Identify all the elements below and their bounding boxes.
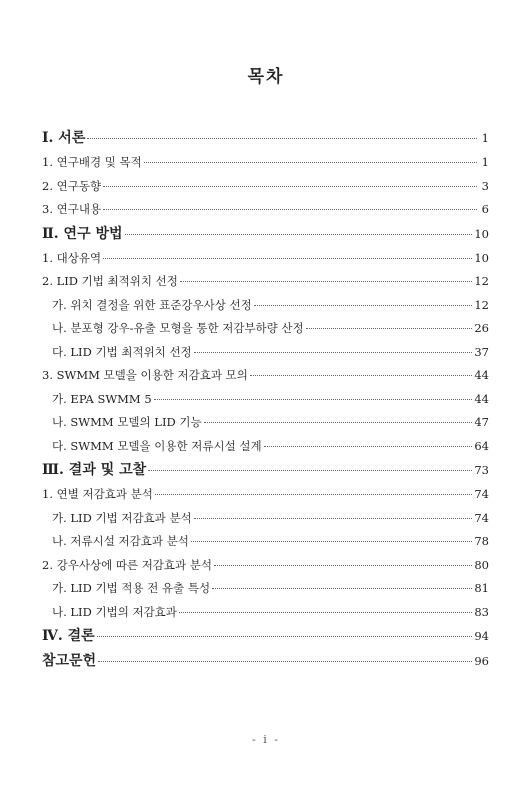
toc-section-entry[interactable] — [42, 198, 489, 222]
toc-page-number: 3 — [481, 178, 489, 193]
toc-entry-label: 나. 분포형 강우-유출 모형을 통한 저감부하량 산정 — [52, 321, 304, 335]
toc-entry-label: 다. LID 기법 최적위치 선정 — [52, 344, 192, 359]
toc-subsection-entry[interactable] — [42, 507, 489, 531]
toc-entry-label: 가. LID 기법 저감효과 분석 — [52, 510, 192, 525]
toc-section-entry[interactable] — [42, 247, 489, 271]
toc-section-entry[interactable] — [42, 364, 489, 388]
dot-leader — [180, 280, 472, 282]
toc-entry-label: 나. 저류시설 저감효과 분석 — [52, 534, 189, 548]
dot-leader — [214, 564, 472, 566]
toc-entry-label: 참고문헌 — [42, 653, 97, 669]
toc-subsection-entry[interactable] — [42, 341, 489, 365]
toc-chapter-entry[interactable] — [42, 126, 489, 151]
dot-leader — [103, 208, 477, 210]
dot-leader — [97, 635, 473, 637]
toc-page-number: 1 — [481, 155, 489, 169]
dot-leader — [194, 351, 473, 353]
toc-page-number: 78 — [474, 534, 489, 548]
toc-page-number: 64 — [474, 438, 489, 453]
toc-subsection-entry[interactable] — [42, 435, 489, 459]
dot-leader — [264, 445, 473, 447]
toc-entry-label: 2. LID 기법 최적위치 선정 — [42, 274, 178, 288]
toc-section-entry[interactable] — [42, 175, 489, 199]
dot-leader — [125, 233, 473, 235]
toc-section-entry[interactable] — [42, 554, 489, 578]
toc-subsection-entry[interactable] — [42, 530, 489, 554]
table-of-contents — [42, 126, 489, 674]
toc-subsection-entry[interactable] — [42, 294, 489, 318]
page-title: 목차 — [247, 67, 285, 87]
dot-leader — [191, 540, 473, 542]
toc-page-number: 94 — [474, 629, 489, 643]
toc-entry-label: 3. 연구내용 — [42, 202, 102, 216]
dot-leader — [194, 517, 473, 519]
dot-leader — [103, 185, 477, 187]
dot-leader — [204, 421, 473, 423]
toc-page-number: 44 — [474, 368, 489, 382]
toc-subsection-entry[interactable] — [42, 388, 489, 412]
toc-entry-label: 가. LID 기법 적용 전 유출 특성 — [52, 581, 211, 595]
toc-page-number: 47 — [474, 415, 489, 429]
toc-chapter-entry[interactable] — [42, 222, 489, 247]
toc-subsection-entry[interactable] — [42, 411, 489, 435]
toc-entry-label: 가. 위치 결정을 위한 표준강우사상 선정 — [52, 297, 252, 312]
dot-leader — [254, 304, 473, 306]
toc-page-number: 1 — [481, 131, 489, 145]
dot-leader — [87, 137, 477, 139]
toc-page-number: 74 — [474, 510, 489, 525]
toc-entry-label: 다. SWMM 모델을 이용한 저류시설 설계 — [52, 438, 262, 453]
toc-entry-label: 3. SWMM 모델을 이용한 저감효과 모의 — [42, 368, 248, 382]
toc-entry-label: 1. 대상유역 — [42, 250, 102, 265]
toc-entry-label: 2. 강우사상에 따른 저감효과 분석 — [42, 557, 213, 572]
toc-entry-label: 2. 연구동향 — [42, 178, 102, 193]
toc-page-number: 12 — [474, 297, 489, 312]
toc-chapter-entry[interactable] — [42, 649, 489, 674]
dot-leader — [154, 398, 473, 400]
toc-page-number: 83 — [474, 604, 489, 619]
toc-page-number: 44 — [474, 391, 489, 406]
toc-page-number: 10 — [474, 226, 489, 241]
page-number-footer: - i - — [252, 733, 280, 746]
toc-entry-label: 1. 연구배경 및 목적 — [42, 155, 142, 169]
toc-entry-label: 나. LID 기법의 저감효과 — [52, 604, 177, 619]
dot-leader — [155, 493, 473, 495]
toc-entry-label: 1. 연별 저감효과 분석 — [42, 487, 153, 501]
toc-page-number: 96 — [474, 654, 489, 668]
toc-entry-label: Ⅳ. 결론 — [42, 628, 95, 644]
toc-chapter-entry[interactable] — [42, 624, 489, 649]
dot-leader — [144, 161, 477, 163]
toc-entry-label: Ⅲ. 결과 및 고찰 — [42, 462, 147, 478]
toc-page-number: 73 — [474, 463, 489, 477]
toc-entry-label: 가. EPA SWMM 5 — [52, 391, 152, 406]
toc-section-entry[interactable] — [42, 151, 489, 175]
dot-leader — [212, 587, 472, 589]
dot-leader — [250, 374, 473, 376]
toc-subsection-entry[interactable] — [42, 317, 489, 341]
dot-leader — [148, 469, 472, 471]
toc-page-number: 6 — [481, 202, 489, 216]
toc-page-number: 74 — [474, 487, 489, 501]
dot-leader — [98, 660, 472, 662]
toc-entry-label: 나. SWMM 모델의 LID 기능 — [52, 415, 202, 429]
toc-subsection-entry[interactable] — [42, 601, 489, 625]
toc-page-number: 81 — [474, 581, 489, 595]
toc-chapter-entry[interactable] — [42, 458, 489, 483]
dot-leader — [306, 327, 473, 329]
dot-leader — [103, 257, 472, 259]
toc-section-entry[interactable] — [42, 270, 489, 294]
toc-entry-label: Ⅰ. 서론 — [42, 130, 86, 146]
toc-entry-label: Ⅱ. 연구 방법 — [42, 225, 123, 242]
toc-page-number: 26 — [474, 321, 489, 335]
toc-page-number: 10 — [474, 250, 489, 265]
toc-subsection-entry[interactable] — [42, 577, 489, 601]
toc-page-number: 80 — [474, 557, 489, 572]
toc-page-number: 37 — [474, 344, 489, 359]
toc-section-entry[interactable] — [42, 483, 489, 507]
dot-leader — [179, 611, 472, 613]
toc-page-number: 12 — [474, 274, 489, 288]
